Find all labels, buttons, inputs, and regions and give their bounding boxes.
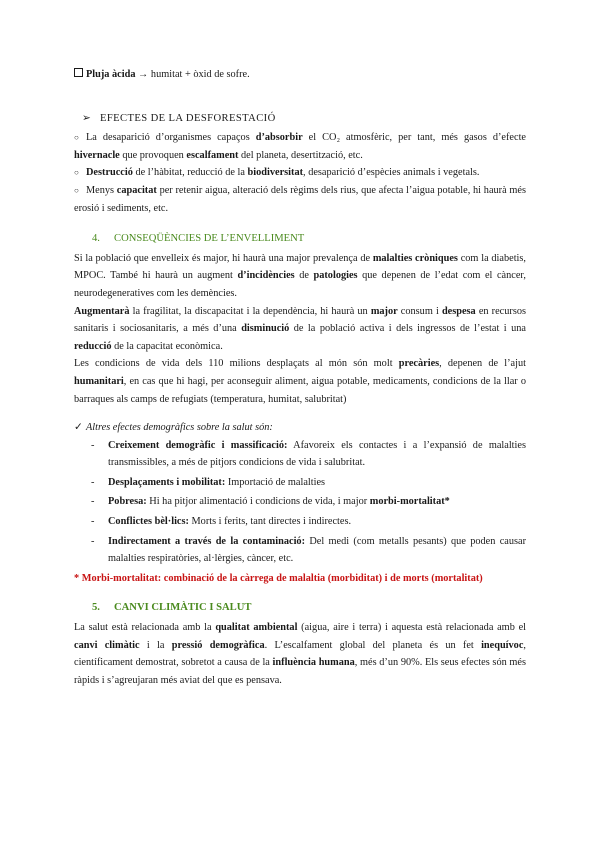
efectes-heading: ➢ EFECTES DE LA DESFORESTACIÓ	[82, 110, 526, 128]
checkbox-bullet-icon	[74, 68, 83, 77]
list-item: - Desplaçaments i mobilitat: Importació de malalties	[91, 476, 326, 488]
efectes-item: ○ La desaparició d’organismes capaços d’absorbir el CO₂ atmosfèric, per tant, més gasos d’efecte hivernacle que provoquen escalfament del planeta, desertització, etc.	[74, 129, 526, 164]
section-4-paragraph: Si la població que envelleix és major, hi haurà una major prevalença de malalties cròniques com la diabetis, MPOC. També hi haurà un augment d’incidències de patologies que depenen de l’edat com el càncer, neurodegeneratives com les demències.	[74, 252, 526, 299]
list-item: - Conflictes bèl·lics: Morts i ferits, tant directes i indirectes.	[91, 516, 352, 528]
section-4-paragraph: Les condicions de vida dels 110 milions desplaçats al món són molt precàries, depenen de l’ajut humanitari, en cas que hi hagi, per aconseguir aliment, aigua potable, medicaments, condicions de la llar o barraques als camps de refugiats (temperatura, humitat, salubritat)	[74, 358, 526, 405]
circle-bullet-icon: ○	[74, 168, 79, 178]
circle-bullet-icon: ○	[74, 185, 79, 195]
list-item: - Creixement demogràfic i massificació: Afavoreix els contactes i a l’expansió de malalties transmissibles, a més de pitjors condicions de vida i salubritat.	[91, 439, 526, 469]
section-5-paragraph: La salut està relacionada amb la qualitat ambiental (aigua, aire i terra) i aquesta està relacionada amb el canvi climàtic i la pressió demogràfica. L’escalfament global del planeta és un fet inequívoc, científicament demostrat, sobretot a causa de la influència humana, més d’un 90%. Els seus efectes són més ràpids i s’agreujaran més aviat del que es pensava.	[74, 622, 527, 686]
efectes-item: ○ Menys capacitat per retenir aigua, alteració dels règims dels rius, que afecta l’aigua potable, hi haurà més erosió i sediments, etc.	[74, 182, 526, 217]
section-5-heading: 5. CANVI CLIMÀTIC I SALUT	[92, 602, 252, 614]
efectes-item: ○ Destrucció de l’hàbitat, reducció de la biodiversitat, desaparició d’espècies animals i vegetals.	[74, 164, 526, 182]
list-item: - Indirectament a través de la contaminació: Del medi (com metalls pesants) que poden causar malalties respiratòries, al·lèrgies, càncer, etc.	[91, 535, 527, 565]
altres-heading: ✓ Altres efectes demogràfics sobre la salut són:	[74, 419, 526, 437]
circle-bullet-icon: ○	[74, 133, 79, 143]
pluja-line: Pluja àcida → humitat + òxid de sofre.	[74, 66, 526, 84]
morbi-mortalitat-note: * Morbi-mortalitat: combinació de la càrrega de malaltia (morbiditat) i de morts (mortalitat)	[74, 572, 483, 584]
checkmark-icon: ✓	[74, 422, 83, 434]
document-page	[74, 66, 526, 689]
section-4-paragraph: Augmentarà la fragilitat, la discapacitat i la dependència, hi haurà un major consum i despesa en recursos sanitaris i sociosanitaris, a més d’una disminució de la població activa i dels ingressos de l’estat i una reducció de la capacitat econòmica.	[74, 305, 526, 352]
altres-list	[74, 437, 526, 568]
section-4-heading: 4. CONSEQÜÈNCIES DE L’ENVELLIMENT	[92, 233, 305, 245]
arrow-bullet-icon: ➢	[82, 112, 92, 124]
list-item: - Pobresa: Hi ha pitjor alimentació i condicions de vida, i major morbi-mortalitat*	[91, 496, 450, 508]
